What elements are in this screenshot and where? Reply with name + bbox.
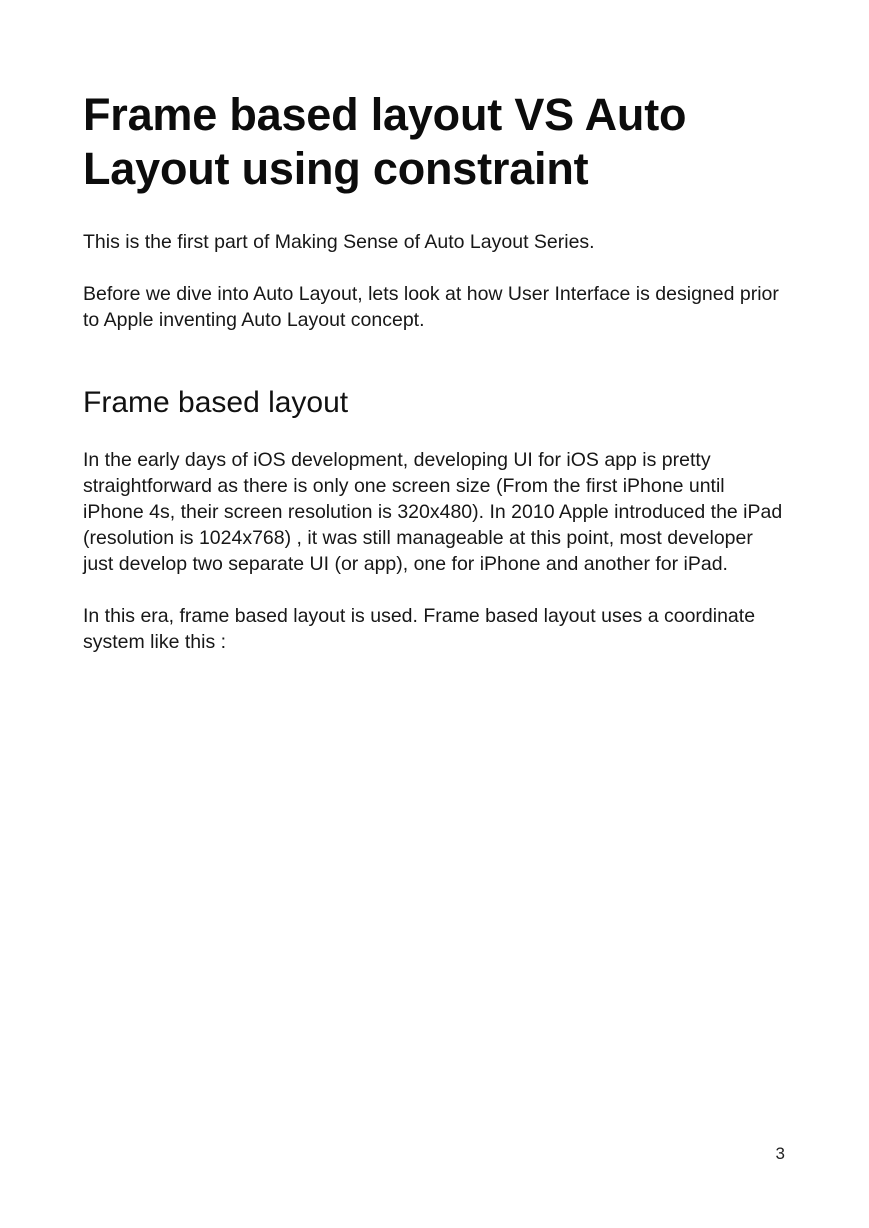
intro-paragraph-context: Before we dive into Auto Layout, lets look at how User Interface is designed prior to Apple inventing Auto Layout concept. bbox=[83, 283, 779, 331]
section-heading: Frame based layout bbox=[83, 386, 349, 419]
page-content bbox=[83, 88, 788, 655]
section-paragraph-coordinate-system: In this era, frame based layout is used. Frame based layout uses a coordinate system like this : bbox=[83, 605, 756, 653]
section-paragraph-history: In the early days of iOS development, developing UI for iOS app is pretty straightforward as there is only one screen size (From the first iPhone until iPhone 4s, their screen resolution is 320x480). In 2010 Apple introduced the iPad (resolution is 1024x768) , it was still manageable at this point, most developer just develop two separate UI (or app), one for iPhone and another for iPad. bbox=[83, 449, 783, 575]
page-title: Frame based layout VS Auto Layout using constraint bbox=[83, 89, 687, 194]
page-number: 3 bbox=[775, 1144, 785, 1163]
intro-paragraph-series: This is the first part of Making Sense of Auto Layout Series. bbox=[83, 231, 595, 253]
